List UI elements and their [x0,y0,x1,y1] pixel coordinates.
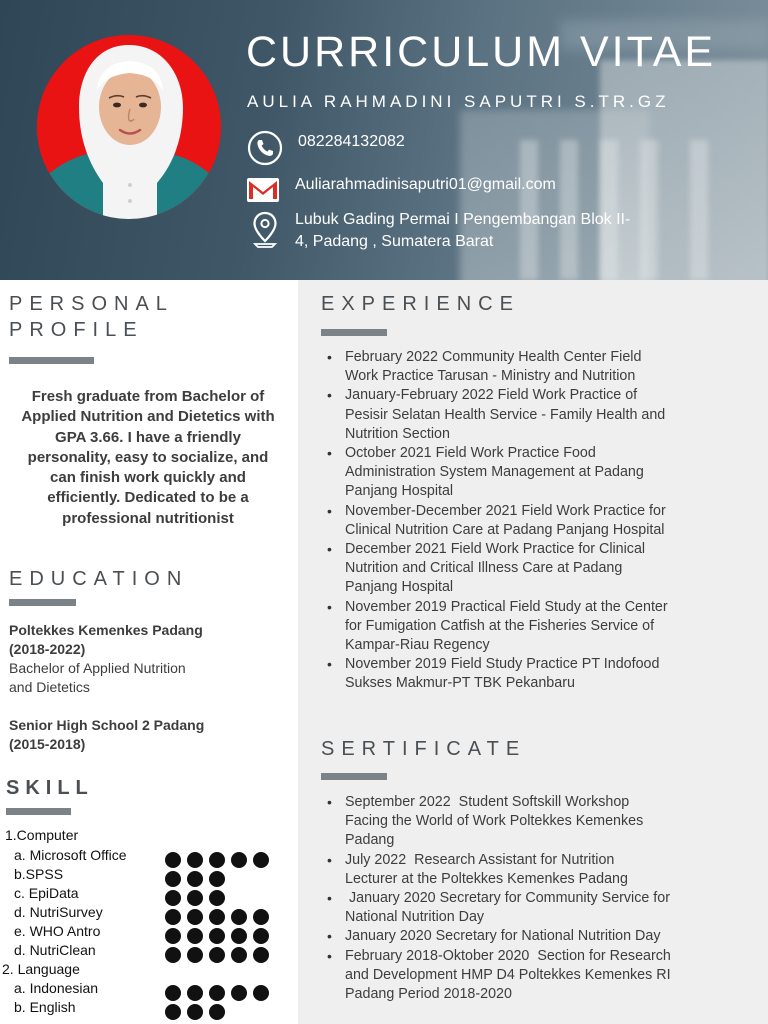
experience-item [326,502,716,540]
address-line-1: Lubuk Gading Permai I Pengembangan Blok II- [295,211,631,228]
experience-item-line: Work Practice Tarusan - Ministry and Nutrition [345,368,636,385]
profile-heading-line-1: PERSONAL [9,293,174,315]
experience-heading: EXPERIENCE [321,293,520,315]
experience-item-line: Nutrition and Critical Illness Care at Padang [345,560,623,577]
education-entry [9,735,85,754]
experience-item-line: • January-February 2022 Field Work Practice of [345,387,638,404]
skill-rating-dot [209,985,225,1001]
certificate-item-line: Padang Period 2018-2020 [345,986,512,1003]
skill-rating-dot [187,947,203,963]
certificate-item-line: Facing the World of Work Poltekkes Kemenkes [345,813,644,830]
skill-group-computer: 1.Computer [5,827,79,843]
certificate-item-line: • January 2020 Secretary for National Nutrition Day [345,928,661,945]
certificate-item [326,947,716,1005]
skill-rating-dot [253,852,269,868]
skill-rating-dot [253,947,269,963]
experience-item-line: • November-December 2021 Field Work Practice for [345,502,666,519]
section-divider [321,773,387,780]
certificate-item-line: and Development HMP D4 Poltekkes Kemenkes RI [345,966,671,983]
header-banner [0,0,768,280]
experience-item-line: Panjang Hospital [345,579,454,596]
experience-item [326,655,716,693]
section-divider [9,357,94,364]
experience-item-line: • December 2021 Field Work Practice for Clinical [345,541,646,558]
skill-rating-dot [187,909,203,925]
skill-rating-dot [231,928,247,944]
experience-item-line: • February 2022 Community Health Center Field [345,349,642,365]
experience-item-line: Clinical Nutrition Care at Padang Panjang Hospital [345,521,665,538]
background-column [640,140,658,280]
experience-item-line: Administration System Management at Padang [345,464,644,481]
certificate-item [326,889,716,927]
experience-item [326,348,716,386]
skill-rating-dot [165,852,181,868]
skill-label: e. WHO Antro [14,923,101,939]
profile-photo [37,35,221,219]
skill-rating-dot [231,947,247,963]
section-divider [321,329,387,336]
experience-item [326,444,716,502]
certificate-item-line: Lecturer at the Poltekkes Kemenkes Padang [345,870,628,887]
degree-line-2: and Dietetics [9,679,90,695]
experience-item-line: Nutrition Section [345,425,450,442]
skill-rating-dot [187,928,203,944]
experience-item [326,540,716,598]
candidate-name: AULIA RAHMADINI SAPUTRI S.TR.GZ [247,92,670,111]
certificate-item [326,851,716,889]
skill-rating-dot [187,985,203,1001]
experience-item-line: Sukses Makmur-PT TBK Pekanbaru [345,675,575,692]
school-years: (2015-2018) [9,736,86,752]
skill-rating-dot [209,909,225,925]
school-name: Senior High School 2 Padang [9,717,205,733]
experience-item-line: • October 2021 Field Work Practice Food [345,445,596,462]
experience-item-line: • November 2019 Practical Field Study at the Center [345,598,668,615]
skill-rating-dot [165,928,181,944]
certificate-item-line: • September 2022 Student Softskill Workshop [345,794,630,810]
certificate-item-line: • February 2018-Oktober 2020 Section for Research [345,947,671,964]
mail-icon [247,178,279,202]
experience-item-line: Panjang Hospital [345,483,454,500]
experience-list [326,348,716,694]
skill-label: c. EpiData [14,885,79,901]
section-divider [6,808,71,815]
skill-rating-dot [209,871,225,887]
experience-item [326,598,716,656]
skill-group-language: 2. Language [2,961,80,977]
skill-label: d. NutriClean [14,942,96,958]
skill-rating-dot [187,890,203,906]
skill-rating-dot [187,1004,203,1020]
certificate-item [326,793,716,851]
experience-item [326,386,716,444]
section-divider [9,599,76,606]
skill-label: a. Indonesian [14,980,99,996]
email-address: Auliarahmadinisaputri01@gmail.com [295,176,556,193]
skill-rating-dot [165,947,181,963]
experience-item-line: Kampar-Riau Regency [345,637,490,654]
skill-rating-dot [165,871,181,887]
location-pin-icon [252,211,278,249]
profile-summary: Fresh graduate from Bachelor of Applied Nutrition and Dietetics with GPA 3.66. I have a friendly personality, easy to socialize, and can finish work quickly and efficiently. Dedicated to be a professional nutritionist [21,388,275,527]
skill-rating-dot [165,1004,181,1020]
education-entry [9,716,204,735]
skill-rating-dot [209,1004,225,1020]
skill-rating-dot [253,985,269,1001]
certificate-list [326,793,716,1004]
certificate-item-line: National Nutrition Day [345,909,485,926]
degree-line-1: Bachelor of Applied Nutrition [9,660,186,676]
school-name: Poltekkes Kemenkes Padang [9,622,203,638]
skill-rating-dot [231,909,247,925]
skill-rating-dot [253,909,269,925]
skill-heading: SKILL [6,777,94,799]
certificate-item-line: • January 2020 Secretary for Community Service for [345,890,670,907]
experience-item-line: • November 2019 Field Study Practice PT Indofood [345,656,660,673]
skill-rating-dot [253,928,269,944]
certificate-item [326,927,716,946]
skill-rating-dot [231,985,247,1001]
certificate-heading: SERTIFICATE [321,738,527,760]
phone-number: 082284132082 [298,133,405,150]
experience-item-line: for Fumigation Catfish at the Fisheries Service of [345,617,655,634]
profile-heading-line-2: PROFILE [9,319,144,341]
portrait-illustration [37,35,221,219]
education-entry [9,640,85,659]
skill-rating-dot [165,909,181,925]
skill-label: d. NutriSurvey [14,904,103,920]
skill-rating-dot [209,928,225,944]
phone-icon [247,130,283,166]
background-column [690,140,708,280]
skill-label: b. English [14,999,76,1015]
skill-label: a. Microsoft Office [14,847,127,863]
skill-rating-dot [187,852,203,868]
address-line-2: 4, Padang , Sumatera Barat [295,233,494,250]
skill-label: b.SPSS [14,866,64,882]
cv-title: CURRICULUM VITAE [246,28,717,76]
school-years: (2018-2022) [9,641,86,657]
certificate-item-line: Padang [345,832,395,849]
experience-item-line: Pesisir Selatan Health Service - Family Health and [345,406,666,423]
skill-rating-dot [209,852,225,868]
education-heading: EDUCATION [9,568,189,590]
certificate-item-line: • July 2022 Research Assistant for Nutrition [345,851,615,868]
skill-rating-dot [209,890,225,906]
skill-rating-dot [231,852,247,868]
education-entry [9,621,203,640]
skill-rating-dot [209,947,225,963]
skill-rating-dot [165,985,181,1001]
skill-rating-dot [187,871,203,887]
skill-rating-dot [165,890,181,906]
